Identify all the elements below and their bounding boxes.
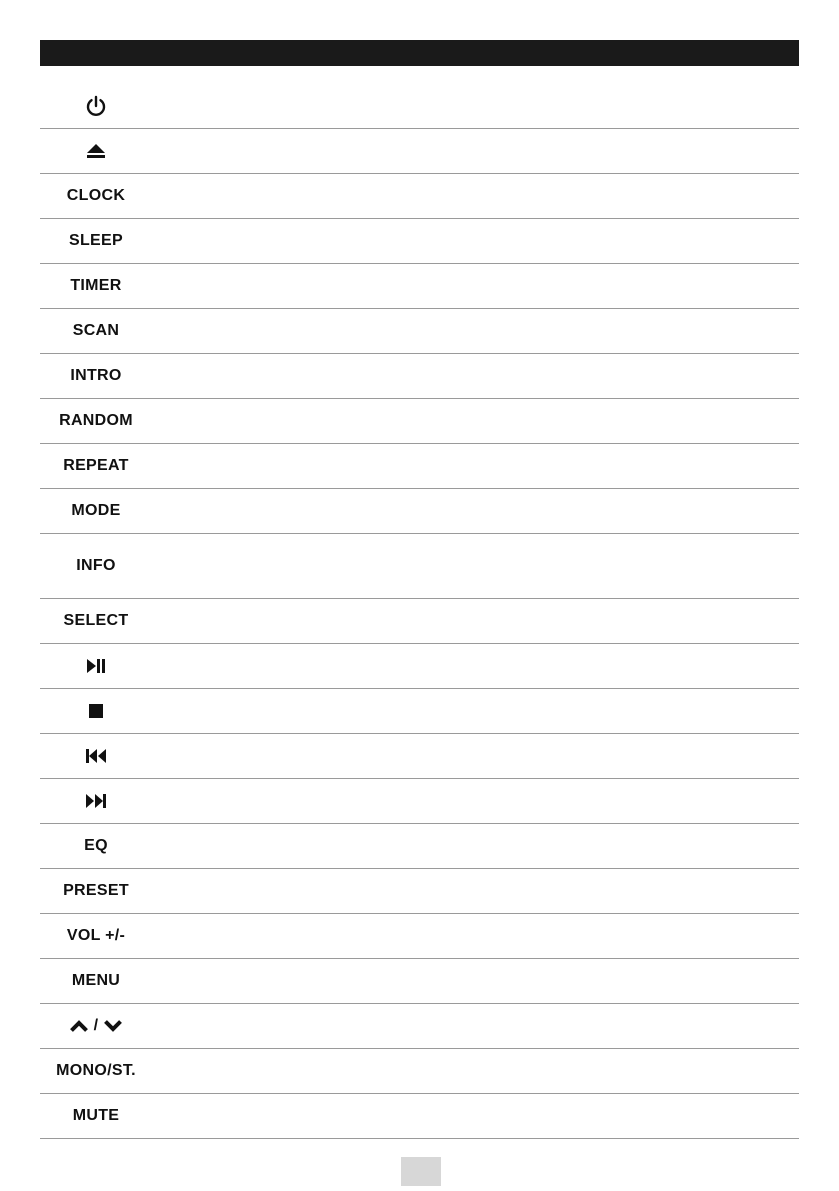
key-label: SELECT [63,612,129,629]
table-row-sleep [40,219,799,264]
table-row-mode [40,489,799,534]
table-row-preset [40,869,799,914]
key-label: CLOCK [66,187,126,204]
previous-track-icon [85,748,107,764]
key-label: MODE [71,502,121,519]
key-label: REPEAT [63,457,129,474]
key-label: EQ [84,837,108,854]
table-row-stop [40,689,799,734]
table-row-mono-stereo [40,1049,799,1094]
table-row-repeat [40,444,799,489]
table-row-play-pause [40,644,799,689]
down-arrow-icon [103,1019,123,1033]
key-label: MUTE [72,1107,120,1124]
stop-key [40,689,152,733]
table-row-power [40,83,799,129]
previous-key [40,734,152,778]
table-row-clock [40,174,799,219]
play-pause-icon [86,658,106,674]
table-row-next [40,779,799,824]
header-bar [40,40,799,66]
table-row-scan [40,309,799,354]
table-row-volume [40,914,799,959]
eject-icon [86,142,106,160]
table-row-eq [40,824,799,869]
table-row-info [40,534,799,599]
stop-icon [88,703,104,719]
eject-key [40,129,152,173]
table-row-up-down [40,1004,799,1049]
table-row-timer [40,264,799,309]
key-label: RANDOM [59,412,133,429]
power-key [40,83,152,128]
next-track-icon [85,793,107,809]
table-row-eject [40,129,799,174]
key-label: SLEEP [69,232,123,249]
key-label: MENU [71,972,121,989]
key-label: INTRO [70,367,122,384]
up-arrow-icon [69,1019,89,1033]
key-label: INFO [76,557,116,574]
up-down-key [40,1004,152,1048]
key-label: TIMER [70,277,122,294]
key-label: MONO/ST. [56,1062,136,1079]
table-row-random [40,399,799,444]
key-label: PRESET [63,882,129,899]
table-row-mute [40,1094,799,1139]
play-pause-key [40,644,152,688]
table-row-intro [40,354,799,399]
key-label: SCAN [72,322,120,339]
table-row-select [40,599,799,644]
next-key [40,779,152,823]
page-number-tab [401,1157,441,1186]
button-table [40,83,799,1139]
power-icon [85,95,107,117]
separator-slash: / [93,1017,99,1034]
key-label: VOL +/- [66,927,126,944]
table-row-menu [40,959,799,1004]
table-row-previous [40,734,799,779]
